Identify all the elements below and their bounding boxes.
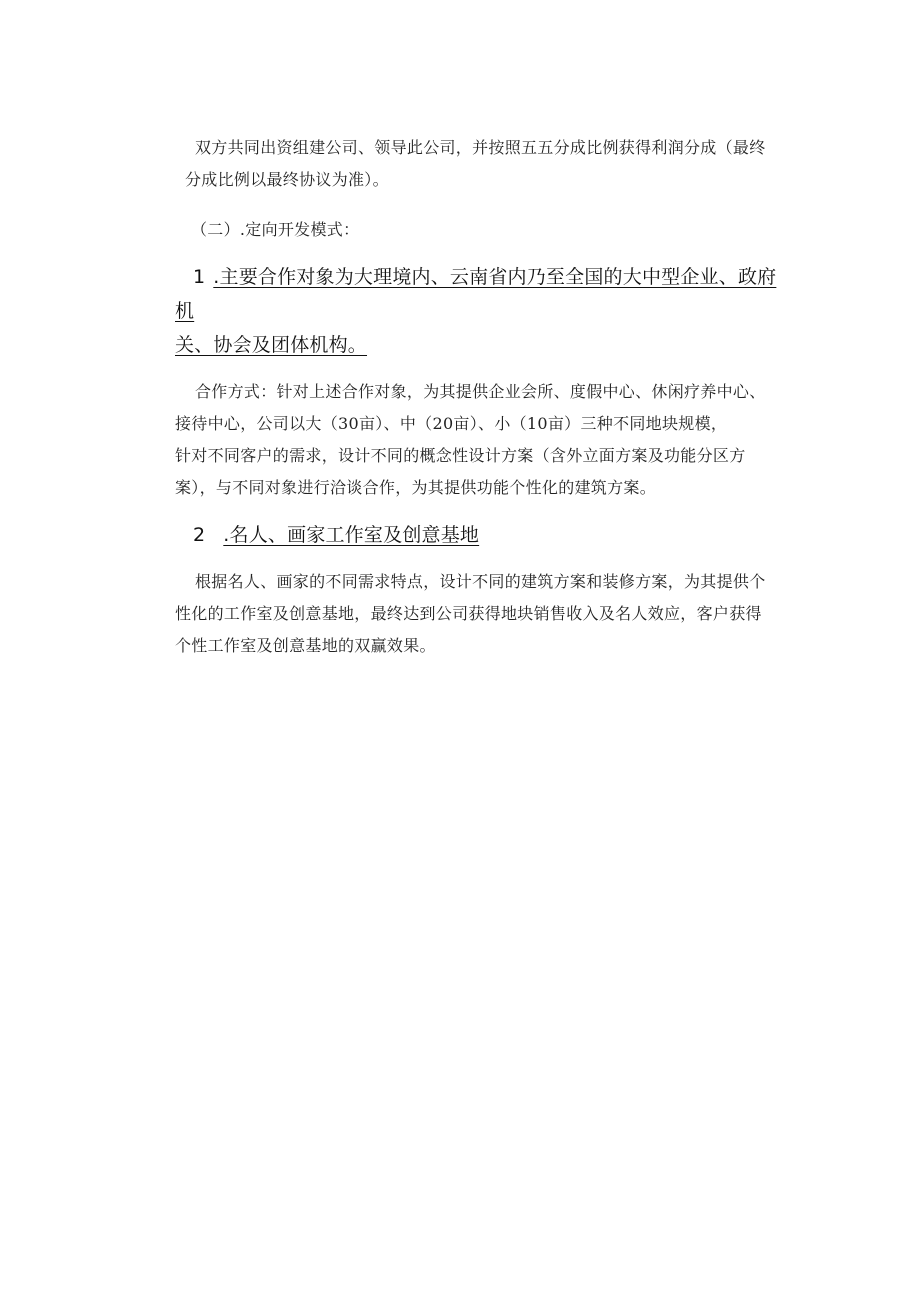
paragraph-line: 针对不同客户的需求，设计不同的概念性设计方案（含外立面方案及功能分区方 <box>175 446 746 465</box>
paragraph-line: 分成比例以最终协议为准）。 <box>185 170 389 189</box>
paragraph-cooperation-method <box>175 376 795 504</box>
paragraph-line: 个性工作室及创意基地的双赢效果。 <box>175 636 436 655</box>
document-body <box>175 132 795 662</box>
paragraph-line: 性化的工作室及创意基地，最终达到公司获得地块销售收入及名人效应，客户获得 <box>175 604 762 623</box>
item-2-number: 2 <box>193 524 206 546</box>
item-1-title-line-2: 关、协会及团体机构。 <box>175 334 368 356</box>
paragraph-line: 根据名人、画家的不同需求特点，设计不同的建筑方案和装修方案，为其提供个 <box>195 572 766 591</box>
paragraph-celebrity-studio <box>175 566 795 662</box>
item-1-title-line-1: .主要合作对象为大理境内、云南省内乃至全国的大中型企业、政府机 <box>175 266 777 322</box>
paragraph-line: 双方共同出资组建公司、领导此公司，并按照五五分成比例获得利润分成（最终 <box>195 138 766 157</box>
paragraph-line: 合作方式：针对上述合作对象，为其提供企业会所、度假中心、休闲疗养中心、 <box>195 382 766 401</box>
paragraph-line: 接待中心，公司以大（30亩）、中（20亩）、小（10亩）三种不同地块规模， <box>175 414 728 433</box>
paragraph-joint-investment <box>175 132 795 196</box>
item-1-heading <box>175 260 795 362</box>
section-heading-directed-development: （二）.定向开发模式： <box>191 220 360 239</box>
item-2-heading <box>175 518 795 552</box>
item-1-number: 1 <box>193 266 206 288</box>
item-2-title: .名人、画家工作室及创意基地 <box>223 524 480 546</box>
paragraph-line: 案），与不同对象进行洽谈合作，为其提供功能个性化的建筑方案。 <box>175 478 657 497</box>
